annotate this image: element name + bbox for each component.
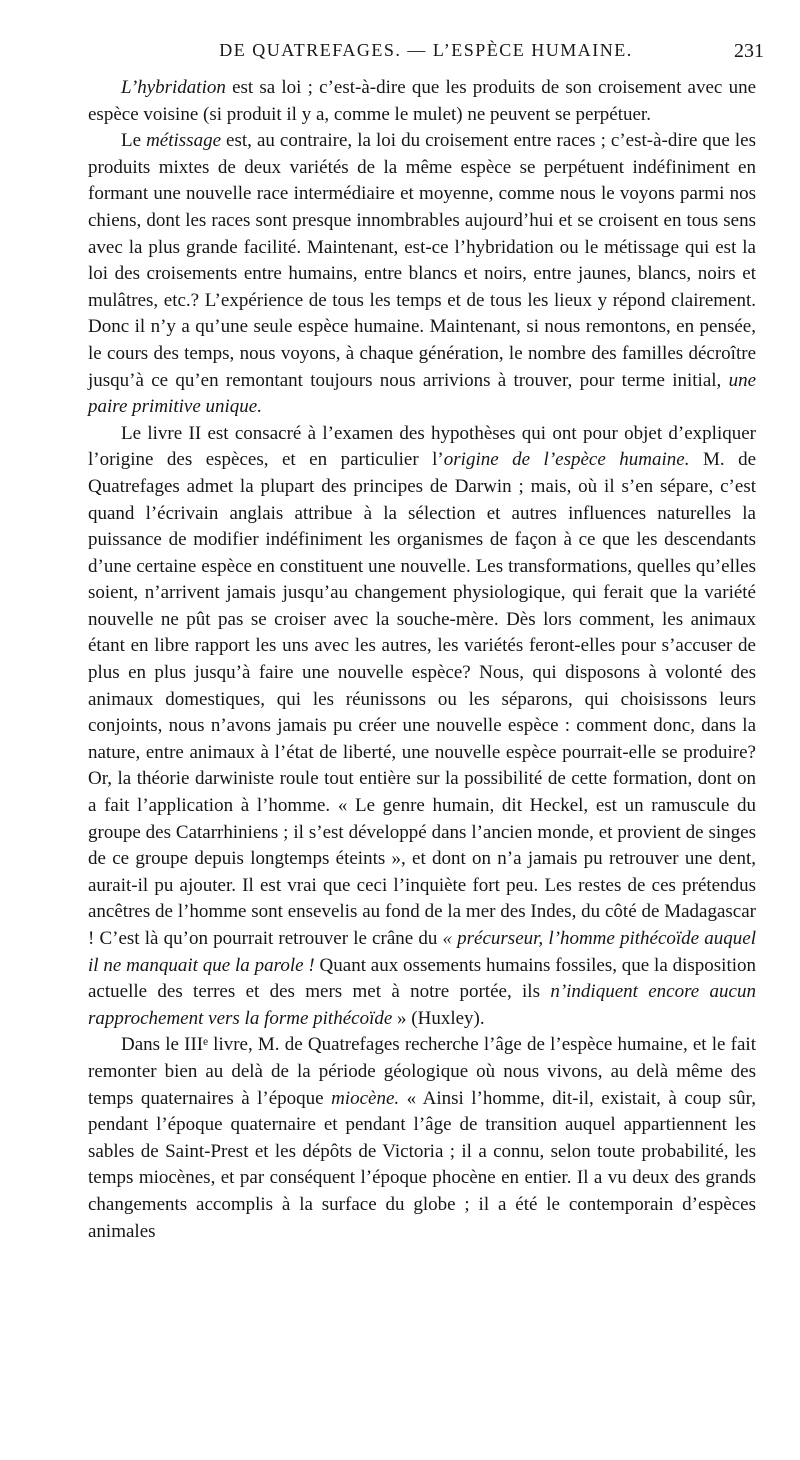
paragraph xyxy=(88,75,756,128)
text-segment: Le xyxy=(121,130,147,152)
body-text xyxy=(88,75,756,1245)
text-segment: Quant aux ossements humains fossiles, que la disposition actuelle des terres et des mers met à notre portée, ils xyxy=(88,954,757,1003)
italic-text: L’hybridation xyxy=(121,77,226,98)
paragraph xyxy=(88,1032,756,1245)
running-header xyxy=(88,40,764,72)
text-segment: est sa loi ; c’est-à-dire que les produits de son croisement avec une espèce voisine (si produit il y a, comme le mulet) ne peuvent se perpétuer. xyxy=(88,77,756,125)
italic-text: une paire primitive unique. xyxy=(88,369,756,418)
paragraph xyxy=(88,421,756,1033)
italic-text: « précurseur, l’homme pithécoïde auquel il ne manquait que la parole ! xyxy=(88,928,756,976)
running-title: DE QUATREFAGES. — L’ESPÈCE HUMAINE. xyxy=(219,40,633,60)
italic-text: n’indiquent encore aucun rapprochement vers la forme pithécoïde xyxy=(88,981,756,1029)
text-segment: est, au contraire, la loi du croisement entre races ; c’est-à-dire que les produits mixtes de deux variétés de la même espèce se perpétuent indéfiniment en formant une nouvelle race intermédiaire et moyenne, comme nous le voyons parmi nos chiens, dont les races sont presque innombrables aujourd’hui et se croisent en tous sens avec la plus grande facilité. Maintenant, est-ce l’hybridation ou le métissage qui est la loi des croisements entre humains, entre blancs et noirs, entre jaunes, blancs, noirs et mulâtres, etc.? L’expérience de tous les temps et de tous les lieux y répond clairement. Donc il n’y a qu’une seule espèce humaine. Maintenant, si nous remontons, en pensée, le cours des temps, nous voyons, à chaque génération, le nombre des familles décroître jusqu’à ce qu’en remontant toujours nous arrivions à trouver, pour terme initial, xyxy=(88,130,756,391)
text-segment: Le livre II est consacré à l’examen des hypothèses qui ont pour objet d’expliquer l’origine des espèces, et en particulier l’ xyxy=(88,422,756,471)
italic-text: origine de l’espèce humaine. xyxy=(443,449,690,471)
text-segment: M. de Quatrefages admet la plupart des principes de Darwin ; mais, où il s’en sépare, c’est quand l’écrivain anglais attribue à la sélection et autres influences naturelles la puissance de modifier indéfiniment les organismes de façon à ce que les descendants d’une certaine espèce en constituent une nouvelle. Les transformations, quelles qu’elles soient, n’arrivent jamais jusqu’au changement physiologique, qui ferait que la variété nouvelle ne pût pas se croiser avec la souche-mère. Dès lors comment, les animaux étant en libre rapport les uns avec les autres, les variétés feront-elles pour s’accuser de plus en plus jusqu’à faire une nouvelle espèce? Nous, qui disposons à volonté des animaux domestiques, qui les réunissons ou les séparons, qui choisissons leurs conjoints, nous n’avons jamais pu créer une nouvelle espèce : comment donc, dans la nature, entre animaux à l’état de liberté, une nouvelle espèce pourrait-elle se produire? Or, la théorie darwiniste roule tout entière sur la possibilité de cette formation, dont on a fait l’application à l’homme. « Le genre humain, dit Heckel, est un ramuscule du groupe des Catarrhiniens ; il s’est développé dans l’ancien monde, et provient de singes de ce groupe depuis longtemps éteints », et dont on n’a jamais pu retrouver une dent, aurait-il pu ajouter. Il est vrai que ceci l’inquiète fort peu. Les restes de ces prétendus ancêtres de l’homme sont ensevelis au fond de la mer des Indes, du côté de Madagascar ! C’est là qu’on pourrait retrouver le crâne du xyxy=(88,449,757,949)
text-segment: Dans le IIIᵉ livre, M. de Quatrefages recherche l’âge de l’espèce humaine, et le fait remonter bien au delà de la période géologique où nous vivons, au delà même des temps quaternaires à l’époque xyxy=(88,1034,756,1109)
italic-text: miocène. xyxy=(331,1087,400,1109)
italic-text: métissage xyxy=(146,130,222,152)
text-segment: » (Huxley). xyxy=(392,1007,485,1029)
text-segment: « Ainsi l’homme, dit-il, existait, à coup sûr, pendant l’époque quaternaire et pendant l’âge de transition auquel appartiennent les sables de Saint-Prest et les dépôts de Victoria ; il a connu, selon toute probabilité, les temps miocènes, et par conséquent l’époque phocène en entier. Il a vu deux des grands changements accomplis à la surface du globe ; il a été le contemporain d’espèces animales xyxy=(88,1087,756,1242)
paragraph xyxy=(88,128,756,421)
page-number: 231 xyxy=(734,40,764,62)
